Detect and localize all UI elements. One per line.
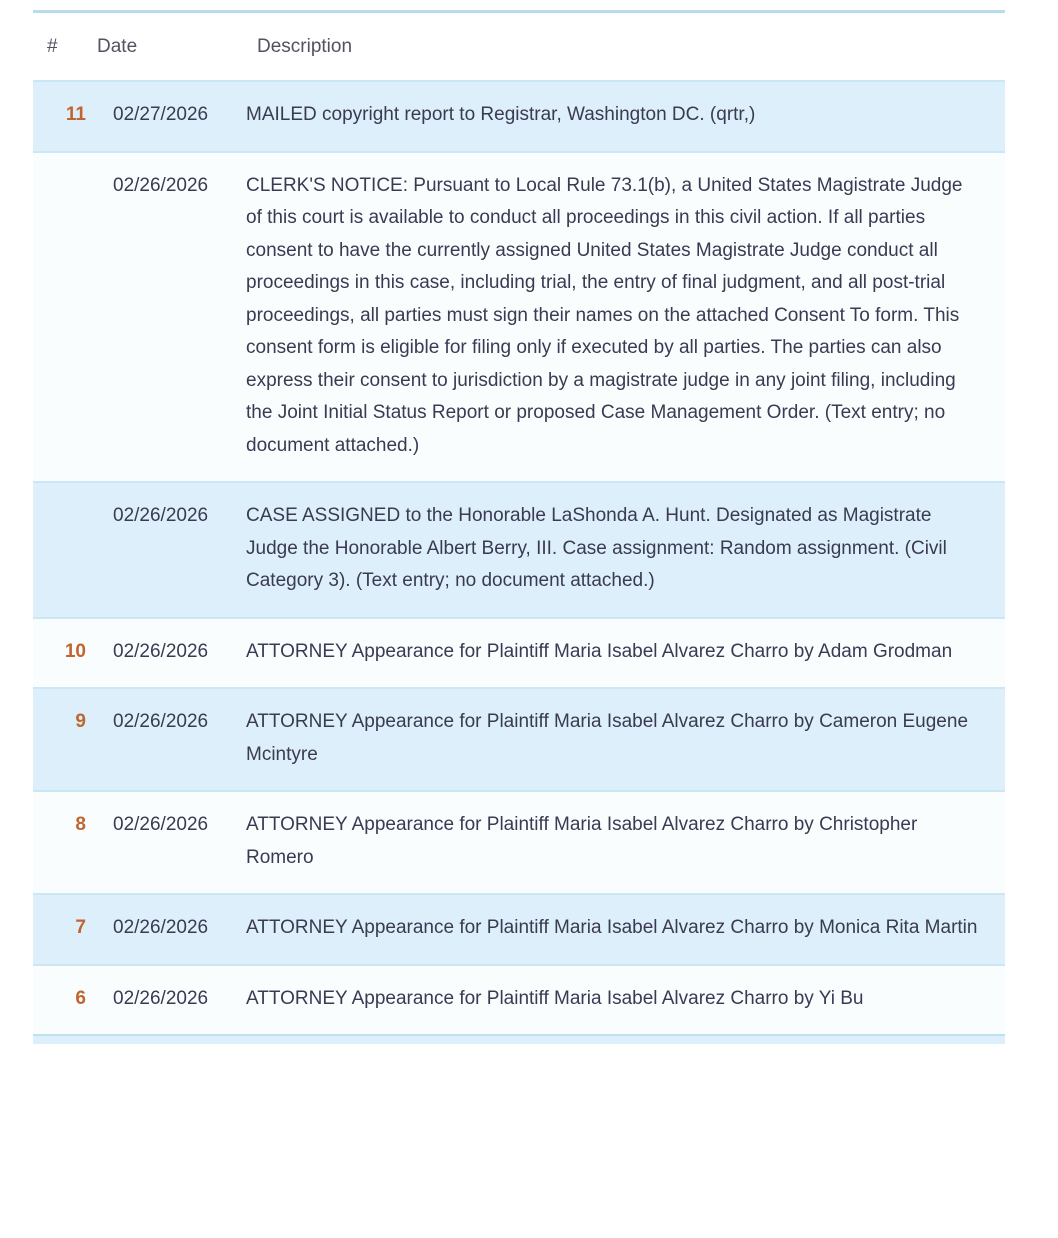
docket-row: [33, 151, 1005, 482]
docket-entry-date: 02/26/2026: [113, 917, 209, 938]
docket-row: [33, 790, 1005, 893]
docket-entry-description: ATTORNEY Appearance for Plaintiff Maria Isabel Alvarez Charro by Monica Rita Martin: [246, 917, 978, 938]
docket-entry-date: 02/26/2026: [113, 987, 209, 1009]
docket-entry-date: 02/26/2026: [113, 505, 209, 526]
docket-entry-date: 02/26/2026: [113, 640, 209, 662]
docket-entry-description: CLERK'S NOTICE: Pursuant to Local Rule 73.1(b), a United States Magistrate Judge of this court is available to conduct all proceedings in this civil action. If all parties consent to have the currently assigned United States Magistrate Judge conduct all proceedings in this case, including trial, the entry of final judgment, and all post-trial proceedings, all parties must sign their names on the attached Consent To form. This consent form is eligible for filing only if executed by all parties. The parties can also express their consent to jurisdiction by a magistrate judge in any joint filing, including the Joint Initial Status Report or proposed Case Management Order. (Text entry; no document attached.): [246, 174, 963, 456]
docket-row: [33, 964, 1005, 1035]
column-header-number: #: [47, 35, 58, 57]
docket-entry-number[interactable]: 10: [64, 640, 86, 662]
table-header-row: [33, 13, 1005, 80]
docket-entry-description: ATTORNEY Appearance for Plaintiff Maria Isabel Alvarez Charro by Adam Grodman: [246, 640, 953, 662]
column-header-date: Date: [97, 35, 138, 57]
docket-entry-number[interactable]: 9: [75, 711, 86, 732]
docket-entry-description: ATTORNEY Appearance for Plaintiff Maria Isabel Alvarez Charro by Cameron Eugene Mcintyre: [246, 711, 969, 765]
docket-entry-description: CASE ASSIGNED to the Honorable LaShonda A. Hunt. Designated as Magistrate Judge the Honorable Albert Berry, III. Case assignment: Random assignment. (Civil Category 3). (Text entry; no document attached.): [246, 505, 947, 591]
docket-entry-date: 02/27/2026: [113, 104, 209, 125]
docket-entry-date: 02/26/2026: [113, 711, 209, 732]
docket-row: [33, 80, 1005, 151]
docket-entry-description: ATTORNEY Appearance for Plaintiff Maria Isabel Alvarez Charro by Christopher Romero: [246, 814, 918, 868]
docket-entry-date: 02/26/2026: [113, 174, 209, 196]
next-docket-row-partial: [33, 1034, 1005, 1044]
docket-entry-number[interactable]: 7: [75, 917, 86, 938]
docket-entry-date: 02/26/2026: [113, 814, 209, 835]
docket-row: [33, 893, 1005, 964]
docket-entry-description: MAILED copyright report to Registrar, Washington DC. (qrtr,): [246, 104, 756, 125]
docket-entry-number[interactable]: 8: [75, 814, 86, 835]
docket-table: [33, 10, 1005, 1044]
docket-row: [33, 481, 1005, 617]
column-header-description: Description: [257, 35, 353, 57]
docket-entry-number[interactable]: 11: [65, 104, 86, 125]
docket-entry-description: ATTORNEY Appearance for Plaintiff Maria Isabel Alvarez Charro by Yi Bu: [246, 987, 864, 1009]
docket-row: [33, 687, 1005, 790]
docket-entry-number[interactable]: 6: [75, 987, 86, 1009]
docket-row: [33, 617, 1005, 688]
